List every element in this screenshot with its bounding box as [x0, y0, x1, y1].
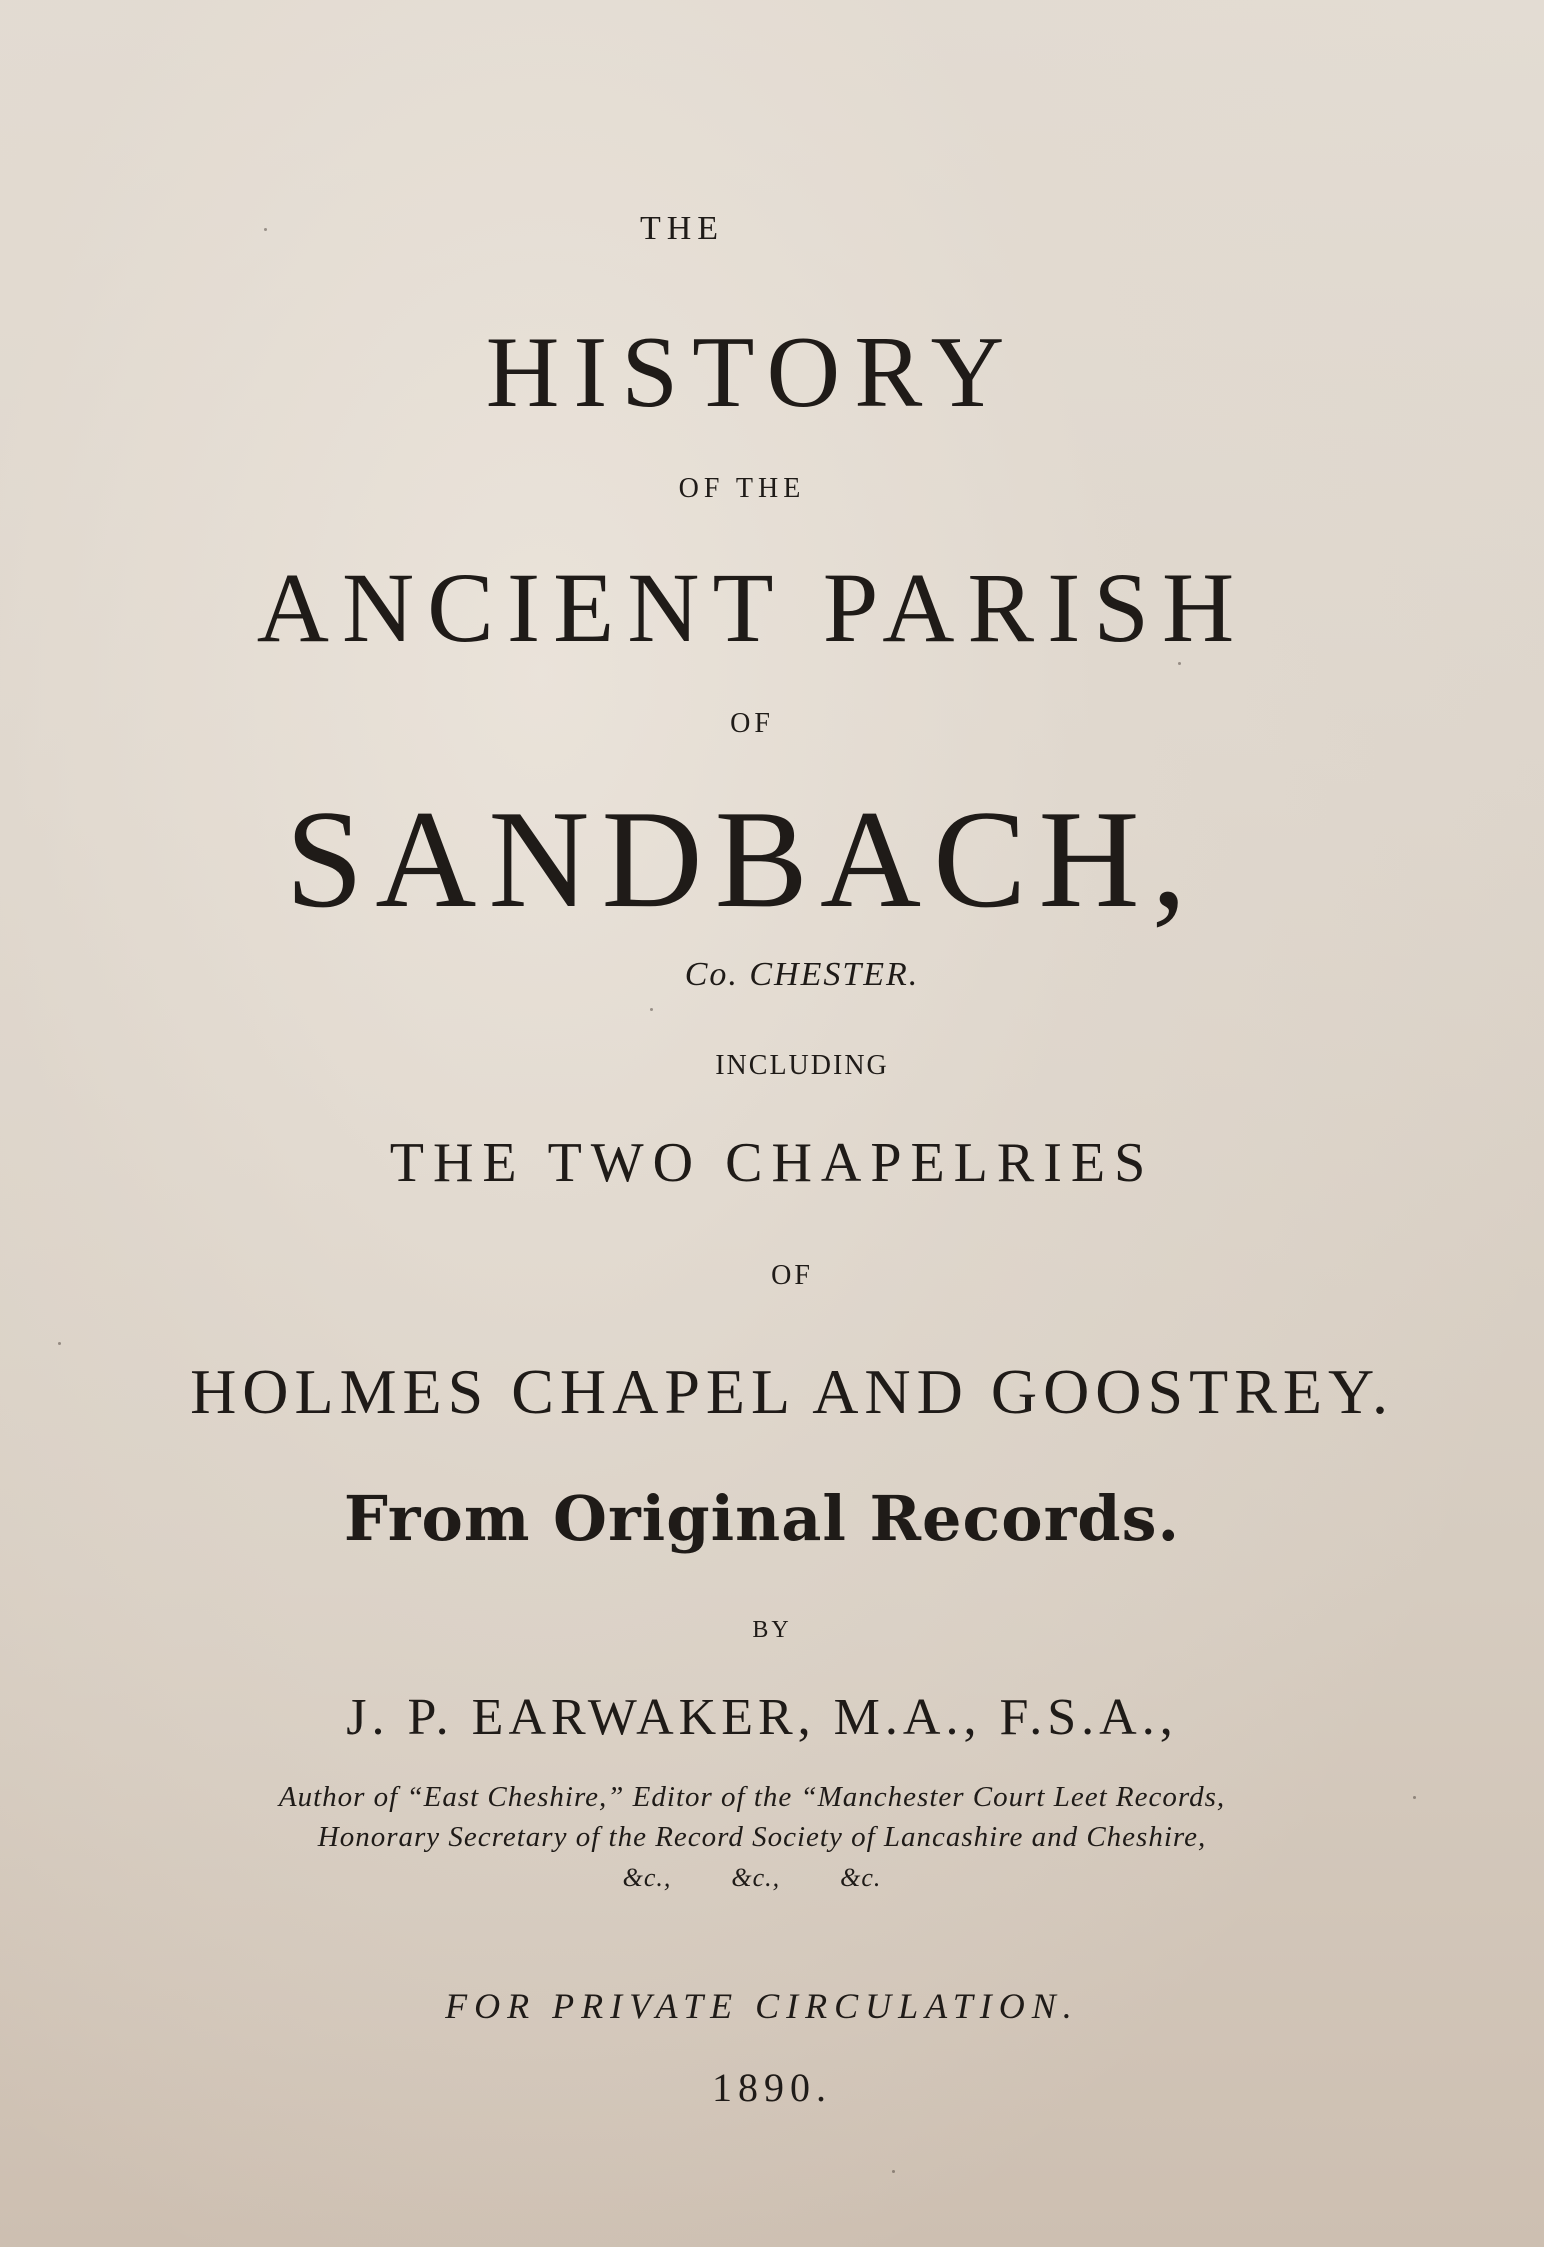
paper-speck	[892, 2170, 895, 2173]
paper-speck	[650, 1008, 653, 1011]
title-two-chapelries: THE TWO CHAPELRIES	[389, 1132, 1155, 1194]
paper-speck	[264, 228, 267, 231]
word-of-the: OF THE	[678, 473, 806, 504]
paper-speck	[58, 1342, 61, 1345]
title-ancient-parish: ANCIENT PARISH	[256, 552, 1248, 663]
author-credentials-line-2: Honorary Secretary of the Record Society of Lancashire and Cheshire,	[317, 1821, 1207, 1853]
word-by: BY	[752, 1617, 792, 1643]
subtitle-original-records: From Original Records.	[343, 1482, 1181, 1555]
word-of-second: OF	[771, 1260, 813, 1291]
word-including: INCLUDING	[715, 1050, 889, 1081]
private-circulation-note: FOR PRIVATE CIRCULATION.	[445, 1986, 1079, 2026]
title-sandbach: SANDBACH,	[285, 782, 1199, 937]
title-holmes-chapel-goostrey: HOLMES CHAPEL AND GOOSTREY.	[190, 1356, 1394, 1427]
publication-year: 1890.	[712, 2065, 832, 2110]
word-the: THE	[639, 210, 725, 247]
author-name: J. P. EARWAKER, M.A., F.S.A.,	[346, 1689, 1178, 1746]
author-credentials-line-1: Author of “East Cheshire,” Editor of the “Manchester Court Leet Records,	[278, 1781, 1226, 1813]
author-credentials-line-3: &c., &c., &c.	[622, 1863, 882, 1892]
paper-speck	[1178, 662, 1181, 665]
word-of-first: OF	[730, 708, 774, 739]
title-history: HISTORY	[485, 316, 1019, 429]
county-chester: Co. CHESTER.	[684, 956, 920, 993]
paper-speck	[1413, 1796, 1416, 1799]
